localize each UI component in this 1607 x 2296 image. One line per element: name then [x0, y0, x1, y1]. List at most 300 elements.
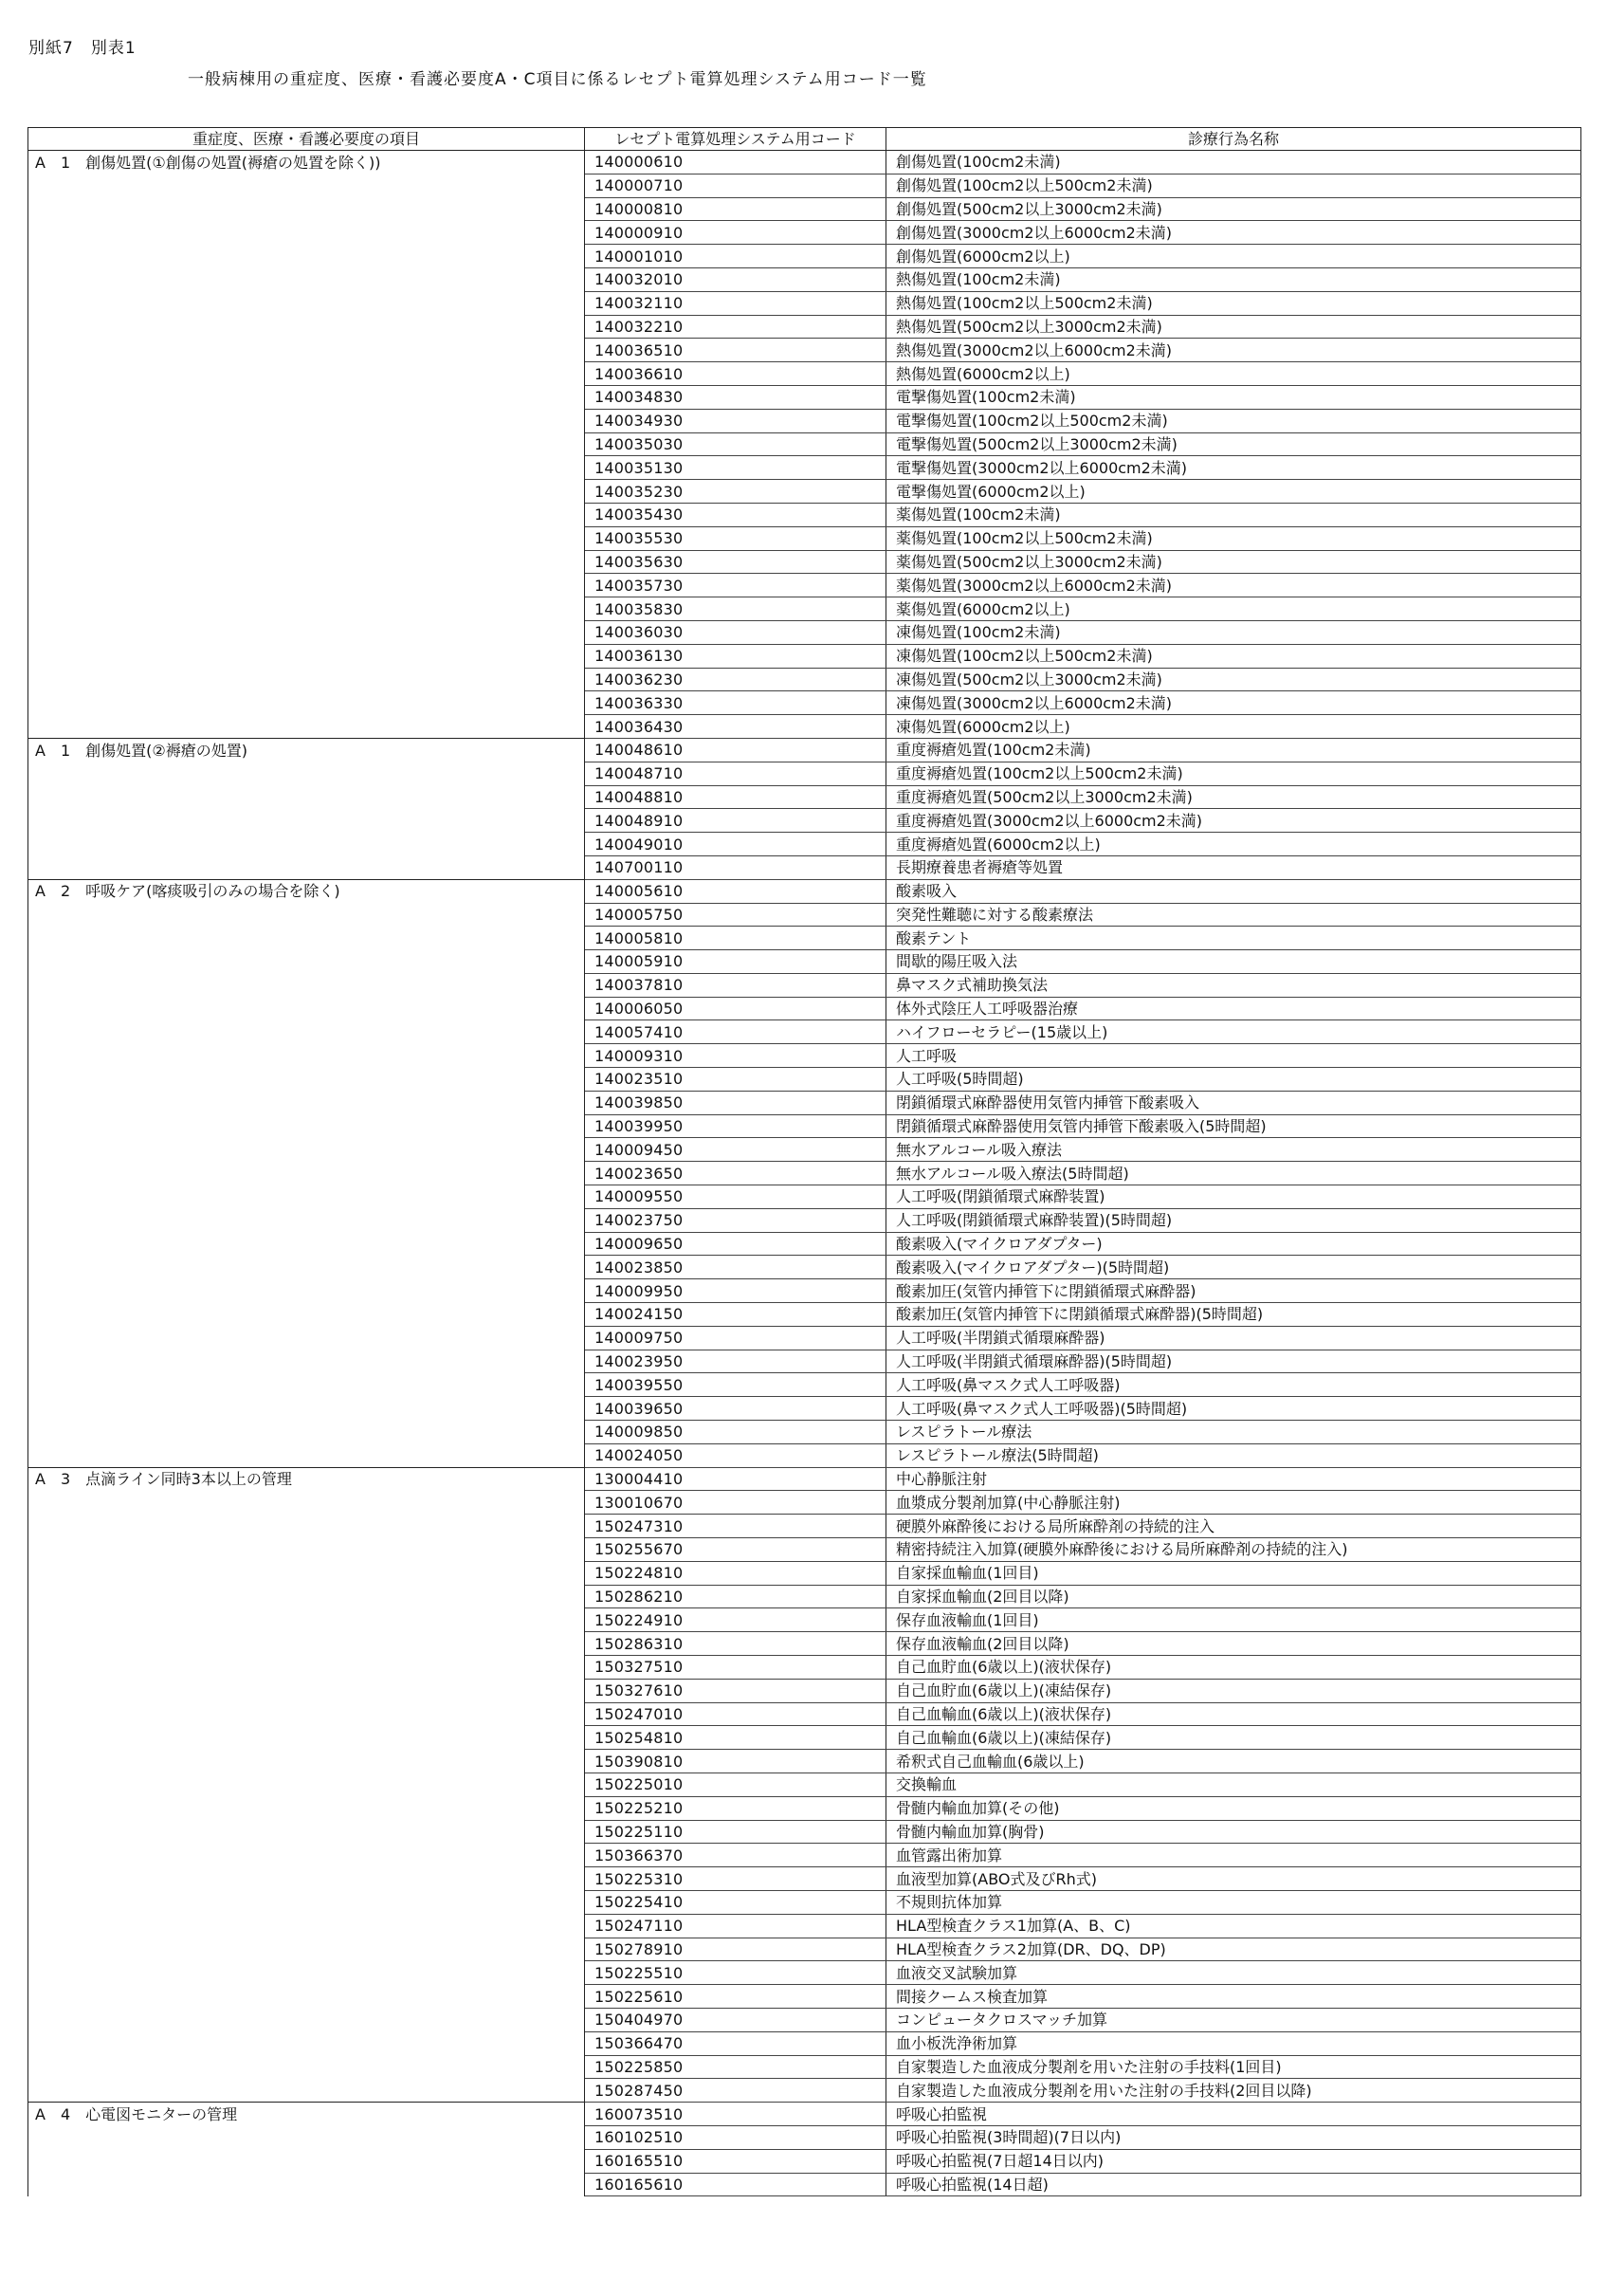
code-cell: 140032210 [585, 315, 886, 339]
code-cell: 150225850 [585, 2055, 886, 2079]
code-cell: 150286210 [585, 1585, 886, 1608]
item-cell [28, 1867, 585, 1891]
procedure-name-cell: 骨髄内輸血加算(胸骨) [886, 1820, 1581, 1844]
item-cell [28, 1656, 585, 1680]
item-cell [28, 174, 585, 197]
procedure-name-cell: 硬膜外麻酔後における局所麻酔剤の持続的注入 [886, 1515, 1581, 1538]
item-cell [28, 997, 585, 1020]
item-cell [28, 1938, 585, 1961]
item-cell [28, 973, 585, 997]
table-row [28, 1914, 1581, 1938]
table-row [28, 1421, 1581, 1444]
code-cell: 150225610 [585, 1985, 886, 2009]
procedure-name-cell: 呼吸心拍監視(14日超) [886, 2173, 1581, 2196]
item-cell [28, 1443, 585, 1467]
code-cell: 140009750 [585, 1326, 886, 1350]
procedure-name-cell: 無水アルコール吸入療法 [886, 1138, 1581, 1162]
code-cell: 140039950 [585, 1114, 886, 1138]
item-cell [28, 2055, 585, 2079]
document-reference: 別紙7 別表1 [28, 39, 137, 58]
item-cell [28, 2125, 585, 2149]
procedure-name-cell: 血漿成分製剤加算(中心静脈注射) [886, 1491, 1581, 1515]
table-row [28, 1232, 1581, 1256]
procedure-name-cell: 不規則抗体加算 [886, 1890, 1581, 1914]
item-cell: A 1 創傷処置(②褥瘡の処置) [28, 738, 585, 762]
column-header-procedure-name: 診療行為名称 [886, 128, 1581, 151]
procedure-name-cell: 熱傷処置(100cm2以上500cm2未満) [886, 291, 1581, 315]
table-row [28, 879, 1581, 903]
item-cell [28, 1421, 585, 1444]
table-row [28, 762, 1581, 785]
table-row [28, 1985, 1581, 2009]
item-cell [28, 1020, 585, 1044]
table-row [28, 1068, 1581, 1092]
procedure-name-cell: 創傷処置(3000cm2以上6000cm2未満) [886, 221, 1581, 245]
item-cell [28, 550, 585, 574]
item-cell [28, 1608, 585, 1632]
item-cell [28, 574, 585, 597]
table-row [28, 409, 1581, 432]
item-cell [28, 762, 585, 785]
procedure-name-cell: 薬傷処置(500cm2以上3000cm2未満) [886, 550, 1581, 574]
item-cell [28, 809, 585, 833]
procedure-name-cell: 自家製造した血液成分製剤を用いた注射の手技料(1回目) [886, 2055, 1581, 2079]
code-cell: 140039650 [585, 1397, 886, 1421]
item-cell [28, 1091, 585, 1114]
table-row [28, 480, 1581, 504]
code-cell: 140035030 [585, 432, 886, 456]
item-cell [28, 2173, 585, 2196]
code-cell: 150247110 [585, 1914, 886, 1938]
item-cell [28, 1208, 585, 1232]
procedure-name-cell: 自己血輸血(6歳以上)(凍結保存) [886, 1726, 1581, 1750]
item-cell [28, 855, 585, 879]
procedure-name-cell: 電撃傷処置(3000cm2以上6000cm2未満) [886, 456, 1581, 480]
procedure-name-cell: 酸素吸入 [886, 879, 1581, 903]
table-row [28, 620, 1581, 644]
code-cell: 160102510 [585, 2125, 886, 2149]
table-row [28, 1467, 1581, 1491]
item-cell [28, 1632, 585, 1656]
code-cell: 140039550 [585, 1373, 886, 1397]
table-row [28, 362, 1581, 386]
procedure-name-cell: 電撃傷処置(6000cm2以上) [886, 480, 1581, 504]
procedure-name-cell: 閉鎖循環式麻酔器使用気管内挿管下酸素吸入 [886, 1091, 1581, 1114]
table-row [28, 315, 1581, 339]
item-cell [28, 1185, 585, 1209]
item-cell [28, 1232, 585, 1256]
item-cell [28, 480, 585, 504]
table-row [28, 1208, 1581, 1232]
item-cell [28, 927, 585, 950]
item-cell: A 3 点滴ライン同時3本以上の管理 [28, 1467, 585, 1491]
item-cell [28, 1138, 585, 1162]
item-cell [28, 1538, 585, 1562]
procedure-name-cell: 凍傷処置(500cm2以上3000cm2未満) [886, 668, 1581, 691]
procedure-name-cell: 人工呼吸(5時間超) [886, 1068, 1581, 1092]
item-cell: A 1 創傷処置(①創傷の処置(褥瘡の処置を除く)) [28, 151, 585, 174]
item-cell [28, 1820, 585, 1844]
item-cell [28, 197, 585, 221]
code-cell: 140036230 [585, 668, 886, 691]
table-row [28, 267, 1581, 291]
procedure-name-cell: 保存血液輸血(1回目) [886, 1608, 1581, 1632]
item-cell [28, 1561, 585, 1585]
item-cell [28, 1796, 585, 1820]
table-row [28, 385, 1581, 409]
table-row [28, 644, 1581, 668]
item-cell [28, 267, 585, 291]
code-cell: 140023510 [585, 1068, 886, 1092]
code-cell: 140005610 [585, 879, 886, 903]
document-title: 一般病棟用の重症度、医療・看護必要度A・C項目に係るレセプト電算処理システム用コード一覧 [188, 70, 927, 89]
item-cell [28, 1114, 585, 1138]
code-cell: 140035430 [585, 503, 886, 526]
table-row [28, 1044, 1581, 1068]
procedure-name-cell: レスピラトール療法(5時間超) [886, 1443, 1581, 1467]
item-cell [28, 1702, 585, 1726]
procedure-name-cell: 精密持続注入加算(硬膜外麻酔後における局所麻酔剤の持続的注入) [886, 1538, 1581, 1562]
table-row [28, 997, 1581, 1020]
code-cell: 140024150 [585, 1303, 886, 1327]
item-cell [28, 1397, 585, 1421]
table-row [28, 245, 1581, 268]
code-cell: 150224910 [585, 1608, 886, 1632]
code-cell: 150287450 [585, 2079, 886, 2103]
table-row [28, 1397, 1581, 1421]
item-cell [28, 409, 585, 432]
procedure-name-cell: 自家採血輸血(2回目以降) [886, 1585, 1581, 1608]
code-cell: 140005810 [585, 927, 886, 950]
procedure-name-cell: 酸素吸入(マイクロアダプター)(5時間超) [886, 1256, 1581, 1279]
code-cell: 140700110 [585, 855, 886, 879]
item-cell [28, 1773, 585, 1796]
table-row [28, 973, 1581, 997]
code-cell: 130010670 [585, 1491, 886, 1515]
code-cell: 140035730 [585, 574, 886, 597]
code-cell: 140009450 [585, 1138, 886, 1162]
code-cell: 140032010 [585, 267, 886, 291]
code-cell: 140035530 [585, 526, 886, 550]
table-row [28, 691, 1581, 715]
code-cell: 140023650 [585, 1162, 886, 1185]
table-row [28, 174, 1581, 197]
item-cell [28, 1985, 585, 2009]
code-cell: 140009310 [585, 1044, 886, 1068]
item-cell: A 2 呼吸ケア(喀痰吸引のみの場合を除く) [28, 879, 585, 903]
table-row [28, 197, 1581, 221]
item-cell [28, 644, 585, 668]
procedure-name-cell: 凍傷処置(6000cm2以上) [886, 715, 1581, 739]
procedure-name-cell: 人工呼吸(閉鎖循環式麻酔装置)(5時間超) [886, 1208, 1581, 1232]
table-row [28, 1138, 1581, 1162]
code-cell: 140000610 [585, 151, 886, 174]
procedure-name-cell: 突発性難聴に対する酸素療法 [886, 903, 1581, 927]
table-row [28, 668, 1581, 691]
item-cell [28, 1279, 585, 1303]
table-row [28, 1538, 1581, 1562]
procedure-name-cell: 人工呼吸(鼻マスク式人工呼吸器)(5時間超) [886, 1397, 1581, 1421]
table-row [28, 950, 1581, 974]
code-cell: 140023850 [585, 1256, 886, 1279]
procedure-name-cell: 閉鎖循環式麻酔器使用気管内挿管下酸素吸入(5時間超) [886, 1114, 1581, 1138]
procedure-name-cell: 鼻マスク式補助換気法 [886, 973, 1581, 997]
procedure-name-cell: 呼吸心拍監視(7日超14日以内) [886, 2149, 1581, 2173]
item-cell [28, 1162, 585, 1185]
procedure-name-cell: 重度褥瘡処置(100cm2以上500cm2未満) [886, 762, 1581, 785]
code-cell: 150286310 [585, 1632, 886, 1656]
code-cell: 140000910 [585, 221, 886, 245]
procedure-name-cell: 血液交叉試験加算 [886, 1961, 1581, 1985]
procedure-name-cell: 酸素加圧(気管内挿管下に閉鎖循環式麻酔器) [886, 1279, 1581, 1303]
table-row [28, 1656, 1581, 1680]
code-cell: 150225510 [585, 1961, 886, 1985]
code-cell: 150225410 [585, 1890, 886, 1914]
table-row [28, 1561, 1581, 1585]
item-cell [28, 950, 585, 974]
procedure-name-cell: 凍傷処置(100cm2以上500cm2未満) [886, 644, 1581, 668]
table-row [28, 456, 1581, 480]
procedure-name-cell: 酸素加圧(気管内挿管下に閉鎖循環式麻酔器)(5時間超) [886, 1303, 1581, 1327]
code-cell: 140034930 [585, 409, 886, 432]
code-cell: 150327610 [585, 1679, 886, 1702]
table-row [28, 550, 1581, 574]
table-row [28, 2079, 1581, 2103]
code-cell: 150390810 [585, 1750, 886, 1773]
code-cell: 140048710 [585, 762, 886, 785]
table-row [28, 738, 1581, 762]
procedure-name-cell: 創傷処置(100cm2未満) [886, 151, 1581, 174]
table-row [28, 2103, 1581, 2126]
item-cell [28, 1373, 585, 1397]
code-cell: 140036610 [585, 362, 886, 386]
column-header-code: レセプト電算処理システム用コード [585, 128, 886, 151]
procedure-name-cell: 希釈式自己血輸血(6歳以上) [886, 1750, 1581, 1773]
code-cell: 140057410 [585, 1020, 886, 1044]
procedure-name-cell: 人工呼吸(半閉鎖式循環麻酔器) [886, 1326, 1581, 1350]
table-row [28, 503, 1581, 526]
item-cell [28, 1256, 585, 1279]
code-cell: 150225210 [585, 1796, 886, 1820]
item-cell [28, 291, 585, 315]
item-cell [28, 2008, 585, 2031]
code-cell: 150225310 [585, 1867, 886, 1891]
procedure-name-cell: 重度褥瘡処置(6000cm2以上) [886, 833, 1581, 856]
code-cell: 140035230 [585, 480, 886, 504]
table-row [28, 1632, 1581, 1656]
table-row [28, 903, 1581, 927]
table-row [28, 1585, 1581, 1608]
code-cell: 140036430 [585, 715, 886, 739]
code-cell: 140009550 [585, 1185, 886, 1209]
code-cell: 150225110 [585, 1820, 886, 1844]
item-cell [28, 362, 585, 386]
code-cell: 140039850 [585, 1091, 886, 1114]
code-cell: 140035630 [585, 550, 886, 574]
item-cell [28, 1350, 585, 1373]
item-cell [28, 620, 585, 644]
code-cell: 140009650 [585, 1232, 886, 1256]
item-cell [28, 1585, 585, 1608]
column-header-item: 重症度、医療・看護必要度の項目 [28, 128, 585, 151]
code-cell: 150247310 [585, 1515, 886, 1538]
procedure-name-cell: 中心静脈注射 [886, 1467, 1581, 1491]
table-row [28, 432, 1581, 456]
code-cell: 140005750 [585, 903, 886, 927]
procedure-name-cell: 血管露出術加算 [886, 1844, 1581, 1867]
procedure-name-cell: 人工呼吸(鼻マスク式人工呼吸器) [886, 1373, 1581, 1397]
item-cell [28, 1961, 585, 1985]
item-cell [28, 2079, 585, 2103]
table-row [28, 715, 1581, 739]
procedure-name-cell: 自家製造した血液成分製剤を用いた注射の手技料(2回目以降) [886, 2079, 1581, 2103]
item-cell [28, 2149, 585, 2173]
procedure-name-cell: HLA型検査クラス1加算(A、B、C) [886, 1914, 1581, 1938]
code-cell: 160073510 [585, 2103, 886, 2126]
code-cell: 160165610 [585, 2173, 886, 2196]
item-cell [28, 503, 585, 526]
procedure-name-cell: 人工呼吸 [886, 1044, 1581, 1068]
code-cell: 140036330 [585, 691, 886, 715]
code-cell: 140048910 [585, 809, 886, 833]
item-cell [28, 1890, 585, 1914]
table-row [28, 291, 1581, 315]
item-cell [28, 1750, 585, 1773]
code-cell: 140036130 [585, 644, 886, 668]
procedure-name-cell: 人工呼吸(半閉鎖式循環麻酔器)(5時間超) [886, 1350, 1581, 1373]
procedure-name-cell: 電撃傷処置(500cm2以上3000cm2未満) [886, 432, 1581, 456]
item-cell [28, 1726, 585, 1750]
item-cell [28, 456, 585, 480]
procedure-name-cell: コンピュータクロスマッチ加算 [886, 2008, 1581, 2031]
table-body [28, 151, 1581, 2196]
procedure-name-cell: 酸素テント [886, 927, 1581, 950]
code-cell: 150224810 [585, 1561, 886, 1585]
code-cell: 140023950 [585, 1350, 886, 1373]
table-row [28, 151, 1581, 174]
procedure-name-cell: 創傷処置(500cm2以上3000cm2未満) [886, 197, 1581, 221]
procedure-name-cell: 熱傷処置(6000cm2以上) [886, 362, 1581, 386]
procedure-name-cell: 自己血貯血(6歳以上)(凍結保存) [886, 1679, 1581, 1702]
procedure-name-cell: 重度褥瘡処置(100cm2未満) [886, 738, 1581, 762]
code-cell: 140005910 [585, 950, 886, 974]
code-cell: 140048810 [585, 785, 886, 809]
procedure-name-cell: ハイフローセラピー(15歳以上) [886, 1020, 1581, 1044]
procedure-name-cell: 電撃傷処置(100cm2未満) [886, 385, 1581, 409]
table-row [28, 1114, 1581, 1138]
table-row [28, 1773, 1581, 1796]
table-row [28, 574, 1581, 597]
code-cell: 150254810 [585, 1726, 886, 1750]
procedure-name-cell: 間歇的陽圧吸入法 [886, 950, 1581, 974]
procedure-name-cell: 間接クームス検査加算 [886, 1985, 1581, 2009]
item-cell [28, 1515, 585, 1538]
table-row [28, 1515, 1581, 1538]
procedure-name-cell: 血液型加算(ABO式及びRh式) [886, 1867, 1581, 1891]
procedure-name-cell: 交換輸血 [886, 1773, 1581, 1796]
table-row [28, 1185, 1581, 1209]
table-row [28, 2125, 1581, 2149]
item-cell [28, 1326, 585, 1350]
item-cell [28, 245, 585, 268]
procedure-name-cell: 呼吸心拍監視(3時間超)(7日以内) [886, 2125, 1581, 2149]
table-row [28, 1326, 1581, 1350]
item-cell [28, 1068, 585, 1092]
item-cell [28, 903, 585, 927]
code-cell: 140036030 [585, 620, 886, 644]
table-row [28, 2149, 1581, 2173]
procedure-name-cell: 薬傷処置(100cm2未満) [886, 503, 1581, 526]
code-cell: 150278910 [585, 1938, 886, 1961]
code-table [27, 127, 1581, 2196]
code-cell: 140035830 [585, 597, 886, 621]
code-cell: 140035130 [585, 456, 886, 480]
table-row [28, 1867, 1581, 1891]
table-row [28, 1961, 1581, 1985]
table-row [28, 1726, 1581, 1750]
table-row [28, 1820, 1581, 1844]
item-cell [28, 526, 585, 550]
procedure-name-cell: レスピラトール療法 [886, 1421, 1581, 1444]
table-row [28, 1796, 1581, 1820]
code-cell: 150255670 [585, 1538, 886, 1562]
table-row [28, 1443, 1581, 1467]
table-row [28, 1491, 1581, 1515]
code-cell: 140049010 [585, 833, 886, 856]
item-cell [28, 785, 585, 809]
procedure-name-cell: HLA型検査クラス2加算(DR、DQ、DP) [886, 1938, 1581, 1961]
item-cell [28, 2031, 585, 2055]
table-row [28, 809, 1581, 833]
procedure-name-cell: 呼吸心拍監視 [886, 2103, 1581, 2126]
table-row [28, 2031, 1581, 2055]
procedure-name-cell: 熱傷処置(3000cm2以上6000cm2未満) [886, 339, 1581, 362]
code-cell: 150366370 [585, 1844, 886, 1867]
code-cell: 160165510 [585, 2149, 886, 2173]
procedure-name-cell: 薬傷処置(3000cm2以上6000cm2未満) [886, 574, 1581, 597]
item-cell [28, 1679, 585, 1702]
table-row [28, 2055, 1581, 2079]
item-cell [28, 221, 585, 245]
item-cell [28, 1491, 585, 1515]
table-row [28, 1091, 1581, 1114]
item-cell [28, 833, 585, 856]
code-cell: 150247010 [585, 1702, 886, 1726]
table-row [28, 1279, 1581, 1303]
code-cell: 140001010 [585, 245, 886, 268]
procedure-name-cell: 人工呼吸(閉鎖循環式麻酔装置) [886, 1185, 1581, 1209]
code-cell: 140009850 [585, 1421, 886, 1444]
item-cell [28, 1044, 585, 1068]
table-row [28, 1890, 1581, 1914]
item-cell [28, 385, 585, 409]
procedure-name-cell: 薬傷処置(100cm2以上500cm2未満) [886, 526, 1581, 550]
code-cell: 140037810 [585, 973, 886, 997]
table-row [28, 1020, 1581, 1044]
table-row [28, 597, 1581, 621]
code-cell: 150366470 [585, 2031, 886, 2055]
table-row [28, 1702, 1581, 1726]
table-row [28, 833, 1581, 856]
code-cell: 140024050 [585, 1443, 886, 1467]
procedure-name-cell: 凍傷処置(100cm2未満) [886, 620, 1581, 644]
table-row [28, 855, 1581, 879]
table-row [28, 221, 1581, 245]
item-cell [28, 668, 585, 691]
procedure-name-cell: 無水アルコール吸入療法(5時間超) [886, 1162, 1581, 1185]
table-row [28, 1844, 1581, 1867]
procedure-name-cell: 骨髄内輸血加算(その他) [886, 1796, 1581, 1820]
